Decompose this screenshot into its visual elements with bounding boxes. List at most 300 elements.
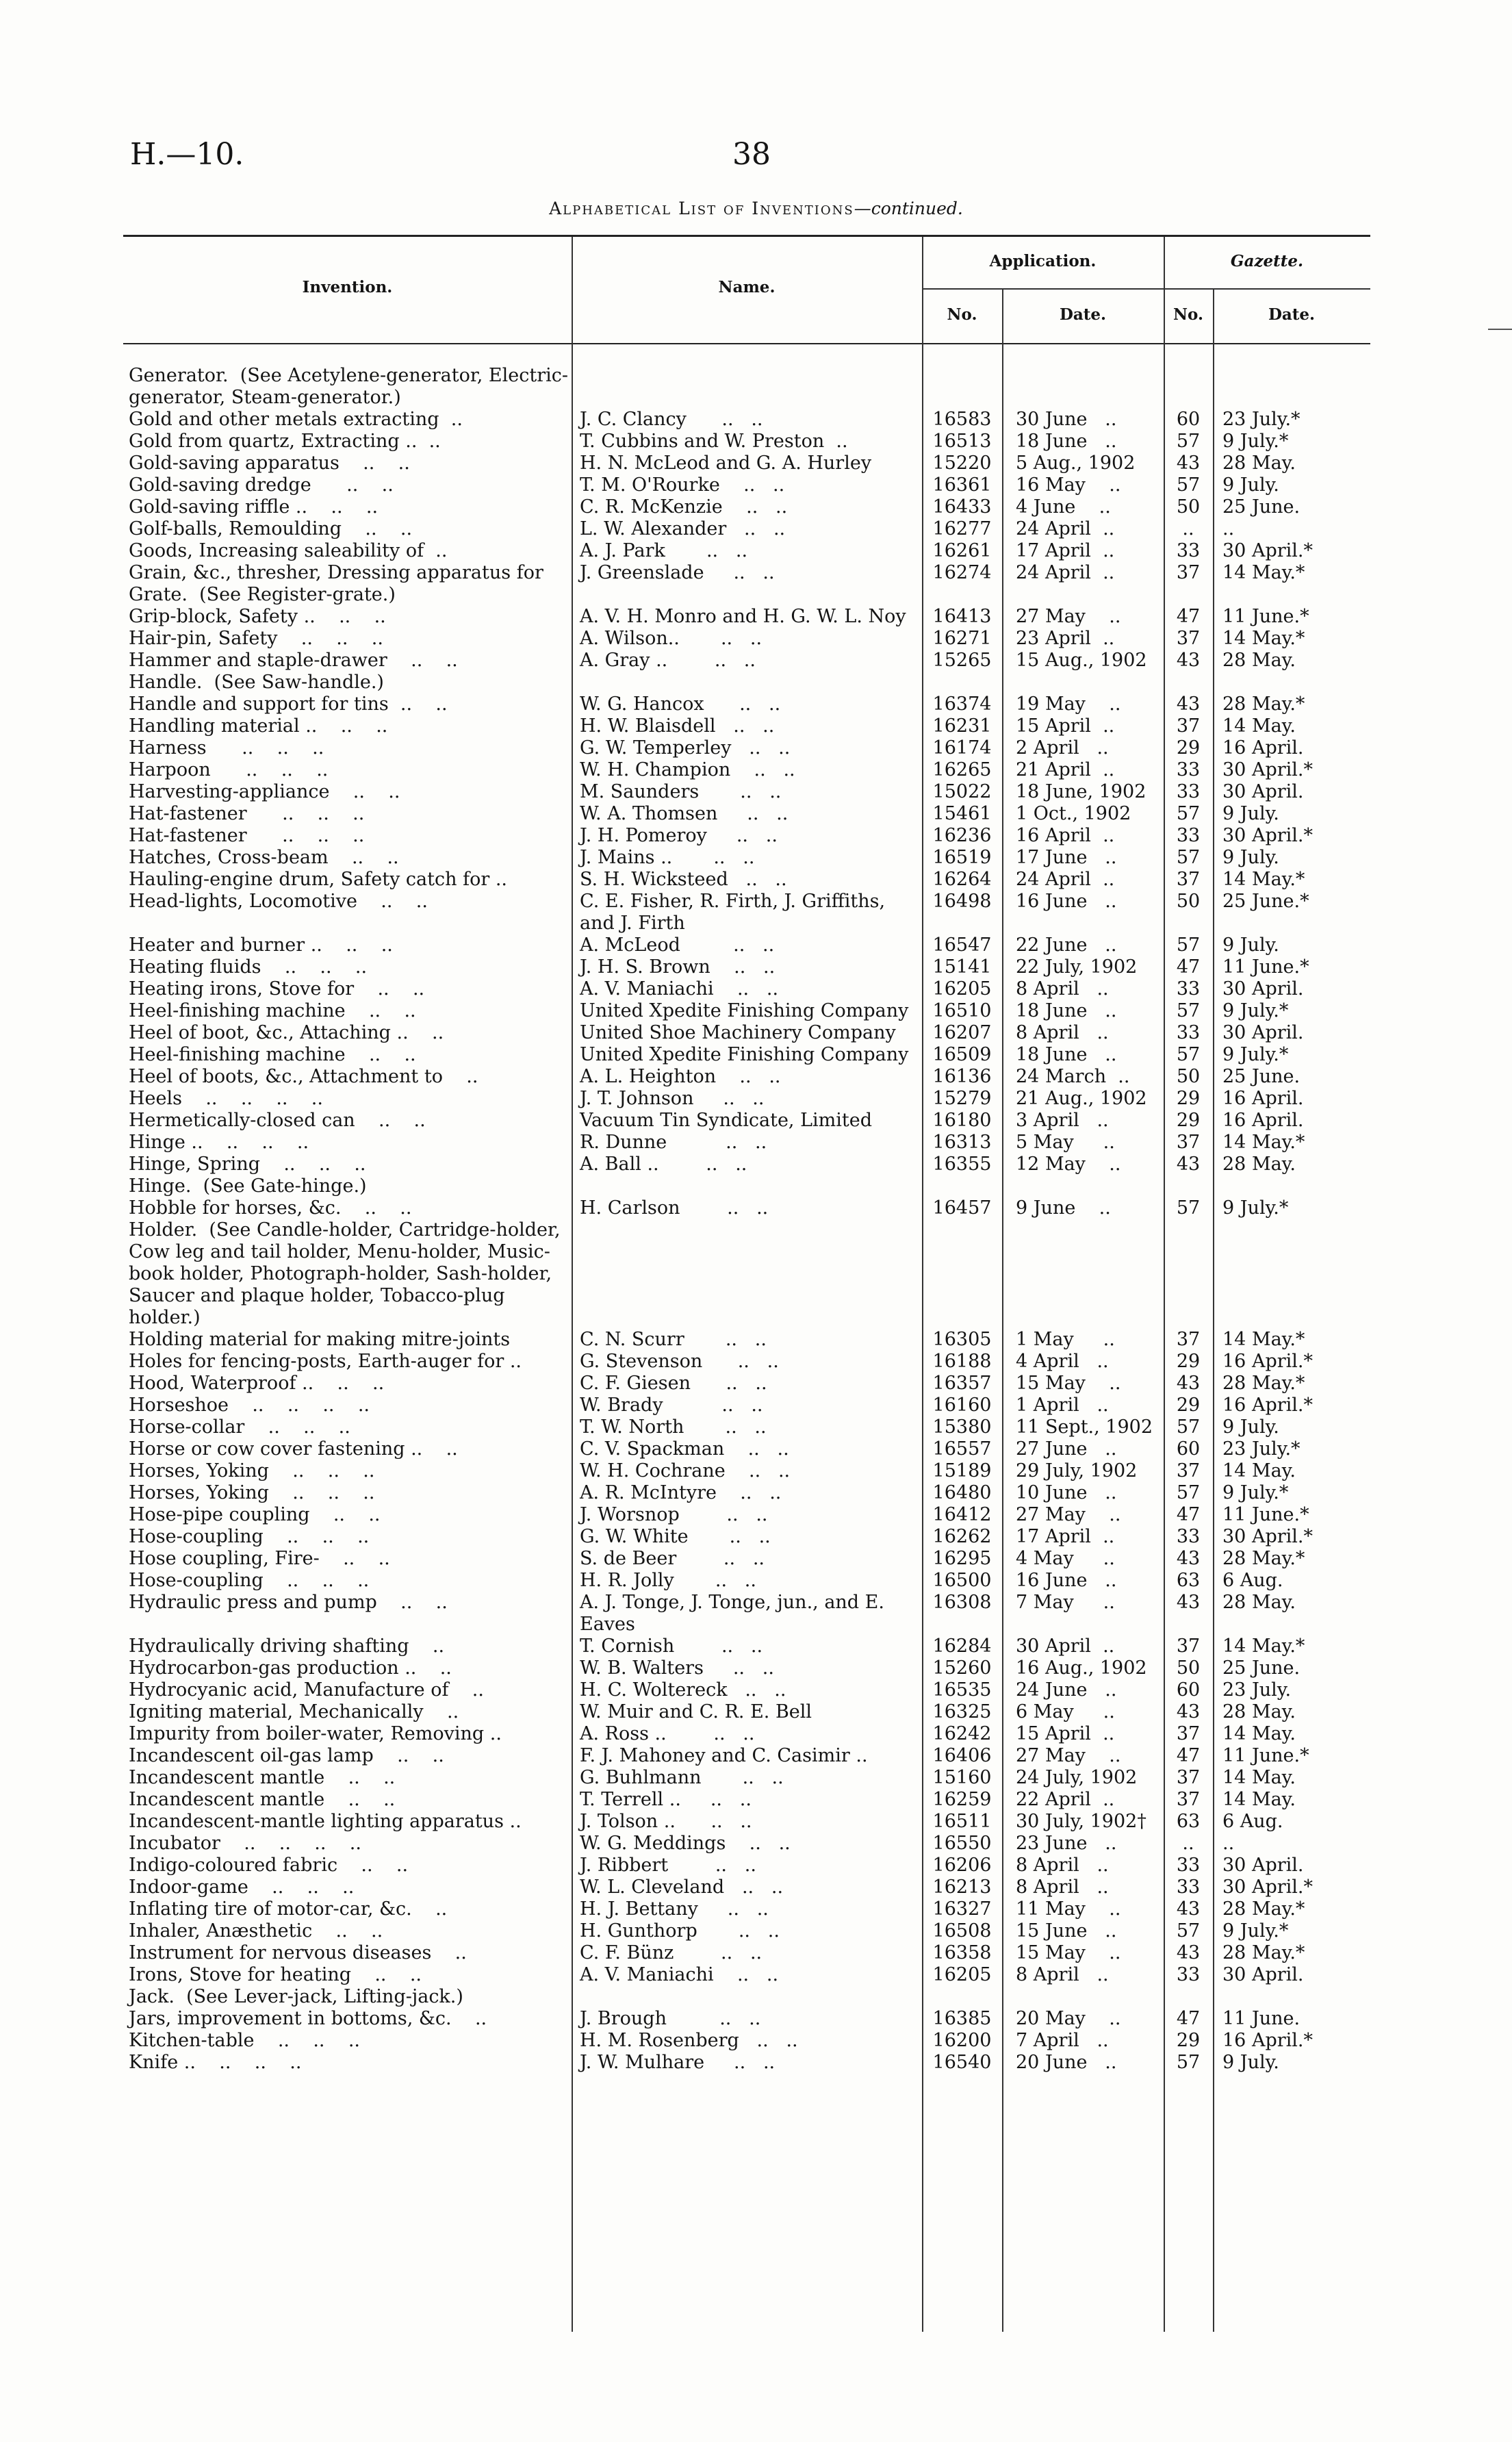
table-row [123, 1657, 1370, 1679]
gazette-date-cell: 14 May. [1222, 1767, 1296, 1788]
gazette-no-cell: 29 [1176, 737, 1201, 759]
app-date-cell: 2 April .. [1016, 737, 1109, 759]
table-row [123, 2052, 1370, 2074]
gazette-date-cell: 9 July.* [1222, 1000, 1289, 1021]
app-date-cell: 16 June .. [1016, 891, 1117, 912]
invention-cell: Hair-pin, Safety .. .. .. [129, 628, 383, 649]
app-no-cell: 16406 [932, 1745, 992, 1766]
invention-cell: Incubator .. .. .. .. [129, 1833, 361, 1854]
invention-cell: Hydrocarbon-gas production .. .. [129, 1657, 452, 1679]
invention-cell: Golf-balls, Remoulding .. .. [129, 518, 413, 539]
gazette-no-cell: 37 [1176, 562, 1201, 583]
app-date-cell: 1 May .. [1016, 1329, 1115, 1350]
table-row [123, 1395, 1370, 1416]
table-row [123, 365, 1370, 409]
invention-cell: Hobble for horses, &c. .. .. [129, 1197, 412, 1219]
gazette-date-cell: 30 April. [1222, 978, 1304, 1000]
name-cell [572, 1219, 922, 1329]
app-date-cell: 21 April .. [1016, 759, 1115, 780]
gazette-date-cell: 11 June.* [1222, 606, 1309, 627]
invention-cell: Gold-saving apparatus .. .. [129, 453, 410, 474]
invention-cell: Heater and burner .. .. .. [129, 934, 393, 956]
table-row [123, 1767, 1370, 1789]
app-date-cell: 20 May .. [1016, 2008, 1121, 2029]
app-date-cell: 16 Aug., 1902 [1016, 1657, 1147, 1679]
table-row [123, 628, 1370, 650]
invention-cell: Incandescent mantle .. .. [129, 1789, 396, 1810]
app-no-cell [922, 1986, 1002, 2008]
header-gaz-date: Date. [1268, 305, 1316, 324]
name-cell: A. V. Maniachi .. .. [580, 978, 779, 1000]
header-name: Name. [718, 278, 776, 296]
app-date-cell: 7 April .. [1016, 2030, 1109, 2051]
invention-cell: Impurity from boiler-water, Removing .. [129, 1723, 502, 1744]
app-no-cell: 16236 [932, 825, 992, 846]
invention-cell: Heel-finishing machine .. .. [129, 1044, 416, 1065]
gazette-no-cell: 43 [1176, 1154, 1201, 1175]
invention-cell: Gold-saving riffle .. .. .. [129, 496, 379, 518]
gazette-date-cell: 28 May.* [1222, 1373, 1305, 1394]
gazette-no-cell: 37 [1176, 1636, 1201, 1657]
name-cell: W. Brady .. .. [580, 1395, 763, 1416]
name-cell: L. W. Alexander .. .. [580, 518, 786, 539]
app-date-cell: 15 April .. [1016, 1723, 1115, 1744]
page-title [0, 199, 1512, 218]
table-row [123, 891, 1370, 934]
app-date-cell: 8 April .. [1016, 978, 1109, 1000]
table-row [123, 694, 1370, 715]
invention-cell: Heel of boot, &c., Attaching .. .. [129, 1022, 444, 1043]
gazette-no-cell: 29 [1176, 1110, 1201, 1131]
gazette-no-cell: 50 [1176, 496, 1201, 518]
app-date-cell: 24 April .. [1016, 518, 1115, 539]
gazette-date-cell: 28 May. [1222, 453, 1296, 474]
invention-cell: Heating irons, Stove for .. .. [129, 978, 425, 1000]
name-cell: J. H. S. Brown .. .. [580, 956, 776, 978]
invention-cell: Head-lights, Locomotive .. .. [129, 891, 428, 912]
gazette-no-cell [1164, 1986, 1213, 2008]
app-date-cell: 17 June .. [1016, 847, 1117, 868]
gazette-no-cell: 37 [1176, 1329, 1201, 1350]
invention-cell: Hydrocyanic acid, Manufacture of .. [129, 1679, 484, 1701]
gazette-date-cell: 14 May. [1222, 1460, 1296, 1481]
invention-cell: Knife .. .. .. .. [129, 2052, 302, 2073]
gazette-date-cell: 30 April. [1222, 1964, 1304, 1985]
table-row [123, 1066, 1370, 1088]
app-date-cell: 9 June .. [1016, 1197, 1111, 1219]
table-row [123, 1942, 1370, 1964]
table-body [123, 365, 1370, 2074]
table-row [123, 825, 1370, 847]
app-date-cell: 16 June .. [1016, 1570, 1117, 1591]
invention-cell: Hose-coupling .. .. .. [129, 1570, 370, 1591]
invention-cell: Instrument for nervous diseases .. [129, 1942, 467, 1963]
gazette-no-cell: 50 [1176, 1657, 1201, 1679]
app-no-cell: 16188 [932, 1351, 992, 1372]
app-date-cell: 18 June .. [1016, 431, 1117, 452]
title-main: Alphabetical List of Inventions [549, 199, 854, 218]
app-date-cell [1002, 1219, 1164, 1329]
gazette-no-cell: 57 [1176, 803, 1201, 824]
app-date-cell: 29 July, 1902 [1016, 1460, 1138, 1481]
app-date-cell: 22 April .. [1016, 1789, 1115, 1810]
app-date-cell: 5 May .. [1016, 1132, 1115, 1153]
app-date-cell: 27 June .. [1016, 1438, 1117, 1460]
name-cell: H. Carlson .. .. [580, 1197, 769, 1219]
table-header [123, 237, 1370, 343]
invention-cell: Goods, Increasing saleability of .. [129, 540, 448, 561]
name-cell: S. H. Wicksteed .. .. [580, 869, 787, 890]
invention-cell: Horse-collar .. .. .. [129, 1416, 350, 1438]
table-row [123, 474, 1370, 496]
name-cell: H. J. Bettany .. .. [580, 1898, 769, 1920]
invention-cell: Handling material .. .. .. [129, 715, 388, 737]
app-date-cell [1002, 365, 1164, 409]
gazette-date-cell: 23 July. [1222, 1679, 1292, 1701]
invention-cell: Horses, Yoking .. .. .. [129, 1460, 375, 1481]
gazette-no-cell: 57 [1176, 1000, 1201, 1021]
gazette-date-cell: 9 July.* [1222, 1044, 1289, 1065]
name-cell: J. Ribbert .. .. [580, 1855, 756, 1876]
name-cell: T. Terrell .. .. .. [580, 1789, 752, 1810]
app-date-cell: 16 April .. [1016, 825, 1115, 846]
app-no-cell: 16261 [932, 540, 992, 561]
gazette-date-cell: 28 May.* [1222, 1898, 1305, 1920]
invention-cell: Incandescent mantle .. .. [129, 1767, 396, 1788]
gazette-date-cell [1213, 1986, 1370, 2008]
app-date-cell: 18 June, 1902 [1016, 781, 1146, 802]
app-no-cell [922, 1175, 1002, 1197]
name-cell: W. Muir and C. R. E. Bell [580, 1701, 812, 1722]
table-row [123, 496, 1370, 518]
name-cell: W. H. Champion .. .. [580, 759, 795, 780]
invention-cell: Igniting material, Mechanically .. [129, 1701, 459, 1722]
gazette-date-cell: 9 July. [1222, 803, 1279, 824]
gazette-date-cell: 30 April. [1222, 781, 1304, 802]
gazette-no-cell: 37 [1176, 1767, 1201, 1788]
gazette-no-cell: 57 [1176, 934, 1201, 956]
gazette-date-cell: 23 July.* [1222, 1438, 1300, 1460]
app-no-cell: 15141 [932, 956, 992, 978]
gazette-date-cell: 14 May.* [1222, 1636, 1305, 1657]
table-row [123, 1438, 1370, 1460]
app-no-cell: 16231 [932, 715, 992, 737]
invention-cell: Incandescent-mantle lighting apparatus .. [129, 1811, 522, 1832]
table-row [123, 978, 1370, 1000]
app-date-cell [1002, 584, 1164, 606]
gazette-no-cell [1164, 584, 1213, 606]
gazette-no-cell: 57 [1176, 1416, 1201, 1438]
table-row [123, 1219, 1370, 1329]
app-no-cell: 16259 [932, 1789, 992, 1810]
app-no-cell: 16535 [932, 1679, 992, 1701]
gazette-date-cell: 11 June.* [1222, 1745, 1309, 1766]
invention-cell: Holding material for making mitre-joints [129, 1329, 511, 1350]
gazette-date-cell: 14 May.* [1222, 1329, 1305, 1350]
invention-cell: Jack. (See Lever-jack, Lifting-jack.) [129, 1986, 463, 2007]
gazette-date-cell: 30 April.* [1222, 540, 1313, 561]
name-cell: C. N. Scurr .. .. [580, 1329, 767, 1350]
gazette-date-cell: 14 May.* [1222, 628, 1305, 649]
table-row [123, 1701, 1370, 1723]
gazette-date-cell: 30 April.* [1222, 1526, 1313, 1547]
invention-cell: Harvesting-appliance .. .. [129, 781, 400, 802]
gazette-no-cell: 33 [1176, 1877, 1201, 1898]
gazette-date-cell: 9 July.* [1222, 431, 1289, 452]
gazette-date-cell: 25 June.* [1222, 891, 1309, 912]
gazette-no-cell: 43 [1176, 694, 1201, 715]
gazette-no-cell: 33 [1176, 978, 1201, 1000]
name-cell: J. T. Johnson .. .. [580, 1088, 765, 1109]
name-cell: S. de Beer .. .. [580, 1548, 765, 1569]
gazette-date-cell: 14 May. [1222, 1789, 1296, 1810]
gazette-date-cell: 16 April. [1222, 1088, 1304, 1109]
name-cell: T. W. North .. .. [580, 1416, 767, 1438]
invention-cell: Hermetically-closed can .. .. [129, 1110, 426, 1131]
name-cell: United Shoe Machinery Company [580, 1022, 896, 1043]
gazette-date-cell: 14 May. [1222, 1723, 1296, 1744]
table-row [123, 672, 1370, 694]
gazette-no-cell: 43 [1176, 1701, 1201, 1722]
name-cell: A. L. Heighton .. .. [580, 1066, 781, 1087]
document-code: H.—10. [130, 137, 244, 172]
table-row [123, 1175, 1370, 1197]
invention-cell: Indoor-game .. .. .. [129, 1877, 355, 1898]
name-cell [572, 672, 922, 694]
header-application: Application. [989, 252, 1097, 270]
table-row [123, 453, 1370, 474]
gazette-date-cell: 9 July. [1222, 2052, 1279, 2073]
app-no-cell [922, 584, 1002, 606]
gazette-date-cell: 28 May. [1222, 1154, 1296, 1175]
table-row [123, 1482, 1370, 1504]
table-row [123, 518, 1370, 540]
table-row [123, 1986, 1370, 2008]
gazette-no-cell: 33 [1176, 825, 1201, 846]
name-cell: J. C. Clancy .. .. [580, 409, 763, 430]
app-date-cell [1002, 1986, 1164, 2008]
app-date-cell [1002, 672, 1164, 694]
gazette-no-cell: 60 [1176, 1438, 1201, 1460]
name-cell: T. Cubbins and W. Preston .. [580, 431, 848, 452]
name-cell: H. M. Rosenberg .. .. [580, 2030, 798, 2051]
app-no-cell: 16457 [932, 1197, 992, 1219]
app-no-cell: 16180 [932, 1110, 992, 1131]
table-row [123, 1548, 1370, 1570]
gazette-no-cell: 37 [1176, 715, 1201, 737]
invention-cell: Inhaler, Anæsthetic .. .. [129, 1920, 383, 1942]
gazette-no-cell: 33 [1176, 1526, 1201, 1547]
app-no-cell: 16205 [932, 978, 992, 1000]
title-suffix: —continued. [854, 199, 963, 218]
gazette-no-cell: 47 [1176, 1745, 1201, 1766]
name-cell [572, 1986, 922, 2008]
name-cell: C. F. Giesen .. .. [580, 1373, 767, 1394]
name-cell: United Xpedite Finishing Company [580, 1000, 909, 1021]
table-row [123, 1679, 1370, 1701]
table-row [123, 781, 1370, 803]
gazette-no-cell: 37 [1176, 869, 1201, 890]
name-cell: Vacuum Tin Syndicate, Limited [580, 1110, 873, 1131]
gazette-no-cell: 37 [1176, 1723, 1201, 1744]
invention-cell: Heel of boots, &c., Attachment to .. [129, 1066, 478, 1087]
app-no-cell: 16242 [932, 1723, 992, 1744]
invention-cell: Incandescent oil-gas lamp .. .. [129, 1745, 444, 1766]
name-cell: H. Gunthorp .. .. [580, 1920, 780, 1942]
gazette-date-cell: 30 April.* [1222, 759, 1313, 780]
app-date-cell: 11 May .. [1016, 1898, 1121, 1920]
gazette-date-cell: 28 May.* [1222, 694, 1305, 715]
app-date-cell: 24 June .. [1016, 1679, 1117, 1701]
invention-cell: Hinge, Spring .. .. .. [129, 1154, 366, 1175]
app-date-cell: 24 April .. [1016, 869, 1115, 890]
table-row [123, 1811, 1370, 1833]
name-cell: H. N. McLeod and G. A. Hurley [580, 453, 872, 474]
app-no-cell: 16519 [932, 847, 992, 868]
app-date-cell: 23 June .. [1016, 1833, 1117, 1854]
table-row [123, 1460, 1370, 1482]
app-no-cell: 16513 [932, 431, 992, 452]
invention-cell: Irons, Stove for heating .. .. [129, 1964, 422, 1985]
header-gazette: Gazette. [1230, 252, 1304, 270]
app-date-cell: 11 Sept., 1902 [1016, 1416, 1153, 1438]
invention-cell: Hinge. (See Gate-hinge.) [129, 1175, 367, 1197]
table-row [123, 803, 1370, 825]
invention-cell: Horseshoe .. .. .. .. [129, 1395, 370, 1416]
app-no-cell: 16305 [932, 1329, 992, 1350]
invention-cell: Jars, improvement in bottoms, &c. .. [129, 2008, 487, 2029]
app-no-cell: 16295 [932, 1548, 992, 1569]
app-date-cell: 20 June .. [1016, 2052, 1117, 2073]
name-cell: A. J. Tonge, J. Tonge, jun., and E. Eaves [580, 1592, 890, 1635]
app-date-cell: 8 April .. [1016, 1022, 1109, 1043]
gazette-no-cell: 33 [1176, 1964, 1201, 1985]
gazette-date-cell: 16 April. [1222, 1110, 1304, 1131]
name-cell: T. Cornish .. .. [580, 1636, 763, 1657]
invention-cell: Harness .. .. .. [129, 737, 324, 759]
app-date-cell: 8 April .. [1016, 1877, 1109, 1898]
gazette-date-cell: 11 June. [1222, 2008, 1300, 2029]
app-no-cell: 16207 [932, 1022, 992, 1043]
invention-cell: Hammer and staple-drawer .. .. [129, 650, 458, 671]
gazette-no-cell: 37 [1176, 1132, 1201, 1153]
gazette-date-cell: .. [1222, 1833, 1235, 1854]
table-row [123, 956, 1370, 978]
table-row [123, 1416, 1370, 1438]
app-no-cell: 16510 [932, 1000, 992, 1021]
invention-cell: Horses, Yoking .. .. .. [129, 1482, 375, 1503]
table-row [123, 1000, 1370, 1022]
name-cell: G. W. White .. .. [580, 1526, 771, 1547]
table-row [123, 1154, 1370, 1175]
gazette-no-cell: 43 [1176, 1898, 1201, 1920]
app-date-cell: 22 June .. [1016, 934, 1117, 956]
gazette-no-cell: 29 [1176, 1351, 1201, 1372]
gazette-date-cell: 9 July. [1222, 474, 1279, 496]
gazette-no-cell: 29 [1176, 2030, 1201, 2051]
app-no-cell: 16355 [932, 1154, 992, 1175]
name-cell: A. V. H. Monro and H. G. W. L. Noy [580, 606, 906, 627]
invention-cell: Holes for fencing-posts, Earth-auger for .. [129, 1351, 522, 1372]
gazette-no-cell: 37 [1176, 1789, 1201, 1810]
gazette-no-cell: 29 [1176, 1395, 1201, 1416]
table-row [123, 2030, 1370, 2052]
app-date-cell: 15 May .. [1016, 1942, 1121, 1963]
gazette-no-cell: 63 [1176, 1570, 1201, 1591]
table-row [123, 650, 1370, 672]
app-no-cell: 16213 [932, 1877, 992, 1898]
invention-cell: Handle. (See Saw-handle.) [129, 672, 384, 693]
app-no-cell: 16262 [932, 1526, 992, 1547]
gazette-date-cell: 16 April. [1222, 737, 1304, 759]
table-row [123, 1855, 1370, 1877]
table-row [123, 540, 1370, 562]
app-no-cell [922, 365, 1002, 409]
invention-cell: Harpoon .. .. .. [129, 759, 329, 780]
app-date-cell: 30 June .. [1016, 409, 1117, 430]
name-cell: J. H. Pomeroy .. .. [580, 825, 778, 846]
gazette-no-cell: 57 [1176, 1044, 1201, 1065]
app-no-cell: 15022 [932, 781, 992, 802]
app-date-cell: 4 June .. [1016, 496, 1111, 518]
table-row [123, 1110, 1370, 1132]
app-no-cell: 16136 [932, 1066, 992, 1087]
name-cell: R. Dunne .. .. [580, 1132, 767, 1153]
gazette-date-cell: .. [1222, 518, 1235, 539]
app-date-cell: 16 May .. [1016, 474, 1121, 496]
gazette-no-cell: 57 [1176, 431, 1201, 452]
app-no-cell [922, 672, 1002, 694]
invention-cell: Indigo-coloured fabric .. .. [129, 1855, 409, 1876]
app-no-cell: 16412 [932, 1504, 992, 1525]
table-row [123, 1636, 1370, 1657]
invention-cell: Heels .. .. .. .. [129, 1088, 323, 1109]
app-no-cell: 16313 [932, 1132, 992, 1153]
gazette-date-cell: 14 May.* [1222, 1132, 1305, 1153]
app-no-cell: 16358 [932, 1942, 992, 1963]
invention-cell: Horse or cow cover fastening .. .. [129, 1438, 458, 1460]
name-cell: J. Mains .. .. .. [580, 847, 755, 868]
name-cell: C. V. Spackman .. .. [580, 1438, 789, 1460]
app-date-cell: 24 March .. [1016, 1066, 1130, 1087]
name-cell: J. Greenslade .. .. [580, 562, 775, 583]
invention-cell: Hose-pipe coupling .. .. [129, 1504, 381, 1525]
name-cell: J. Brough .. .. [580, 2008, 761, 2029]
table-row [123, 1920, 1370, 1942]
app-date-cell: 21 Aug., 1902 [1016, 1088, 1147, 1109]
gazette-no-cell: 57 [1176, 1482, 1201, 1503]
name-cell: C. R. McKenzie .. .. [580, 496, 788, 518]
app-date-cell: 27 May .. [1016, 1745, 1121, 1766]
gazette-date-cell: 9 July. [1222, 934, 1279, 956]
gazette-date-cell: 28 May. [1222, 650, 1296, 671]
name-cell: H. W. Blaisdell .. .. [580, 715, 775, 737]
app-no-cell: 16264 [932, 869, 992, 890]
gazette-no-cell: 43 [1176, 1942, 1201, 1963]
invention-cell: Grip-block, Safety .. .. .. [129, 606, 386, 627]
gazette-date-cell [1213, 1175, 1370, 1197]
table-row [123, 1723, 1370, 1745]
app-no-cell: 16480 [932, 1482, 992, 1503]
invention-cell: Hat-fastener .. .. .. [129, 825, 365, 846]
table-row [123, 1504, 1370, 1526]
gazette-no-cell: .. [1182, 1833, 1194, 1854]
table-row [123, 715, 1370, 737]
gazette-no-cell: 57 [1176, 1197, 1201, 1219]
app-no-cell: 15220 [932, 453, 992, 474]
table-row [123, 1570, 1370, 1592]
app-date-cell: 27 May .. [1016, 606, 1121, 627]
